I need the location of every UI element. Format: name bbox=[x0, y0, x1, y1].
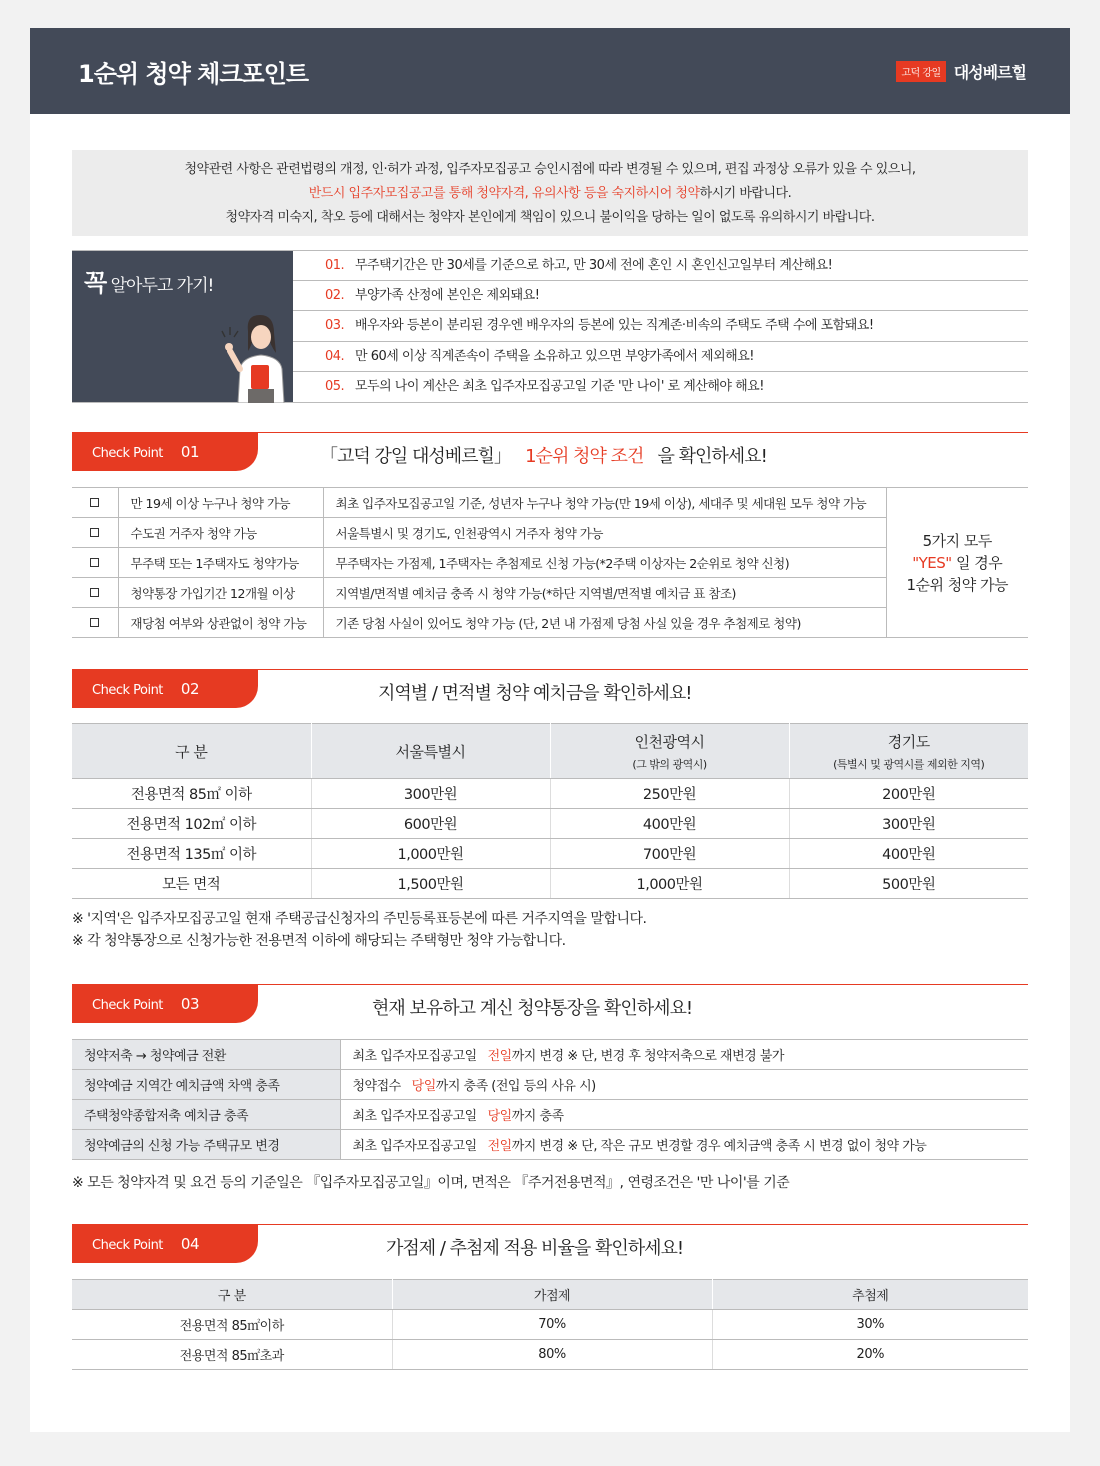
checkbox-icon bbox=[90, 528, 99, 537]
condition-desc: 무주택자는 가점제, 1주택자는 추첨제로 신청 가능(*2주택 이상자는 2순위로 청약 신청) bbox=[323, 548, 886, 578]
list-item: 03. 배우자와 등본이 분리된 경우엔 배우자의 등본에 있는 직계존·비속의 주택도 주택 수에 포함돼요! bbox=[293, 311, 1028, 341]
table-row: 모든 면적 1,500만원 1,000만원 500만원 bbox=[72, 869, 1028, 899]
condition-cell: 수도권 거주자 청약 가능 bbox=[118, 518, 323, 548]
checkpoint-01-header bbox=[72, 432, 1028, 472]
table-row: 전용면적 85㎡ 이하 300만원 250만원 200만원 bbox=[72, 779, 1028, 809]
condition-cell: 만 19세 이상 누구나 청약 가능 bbox=[118, 488, 323, 518]
column-header: 가점제 bbox=[392, 1280, 712, 1310]
checkbox-icon bbox=[90, 498, 99, 507]
notice-line-2: 반드시 입주자모집공고를 통해 청약자격, 유의사항 등을 숙지하시어 청약하시기 바랍니다. bbox=[308, 186, 792, 201]
page-title: 1순위 청약 체크포인트 bbox=[78, 60, 309, 88]
checkbox-icon bbox=[90, 588, 99, 597]
note-line: ※ '지역'은 입주자모집공고일 현재 주택공급신청자의 주민등록표등본에 따른 거주지역을 말합니다. bbox=[72, 911, 647, 927]
must-know-title: 꼭 알아두고 가기! bbox=[84, 269, 214, 297]
table-row: 전용면적 85㎡이하 70% 30% bbox=[72, 1310, 1028, 1340]
column-header: 경기도 (특별시 및 광역시를 제외한 지역) bbox=[789, 724, 1028, 779]
checkpoint-04-header bbox=[72, 1224, 1028, 1264]
table-row bbox=[72, 518, 1028, 548]
notice-line-1: 청약관련 사항은 관련법령의 개정, 인·허가 과정, 입주자모집공고 승인시점에 따라 변경될 수 있으며, 편집 과정상 오류가 있을 수 있으니, bbox=[184, 162, 916, 177]
condition-cell: 무주택 또는 1주택자도 청약가능 bbox=[118, 548, 323, 578]
list-item: 01. 무주택기간은 만 30세를 기준으로 하고, 만 30세 전에 혼인 시 혼인신고일부터 계산해요! bbox=[293, 251, 1028, 281]
checkpoint-heading: 지역별 / 면적별 청약 예치금을 확인하세요! bbox=[378, 683, 692, 704]
table-header-row bbox=[72, 1280, 1028, 1310]
header-bar bbox=[30, 28, 1070, 114]
brand bbox=[896, 60, 1026, 83]
must-know-list bbox=[293, 251, 1028, 402]
list-item: 04. 만 60세 이상 직계존속이 주택을 소유하고 있으면 부양가족에서 제외해요! bbox=[293, 342, 1028, 372]
deposit-notes bbox=[72, 908, 646, 952]
must-know-panel bbox=[72, 251, 293, 402]
note-line: ※ 각 청약통장으로 신청가능한 전용면적 이하에 해당되는 주택형만 청약 가능합니다. bbox=[72, 933, 566, 949]
column-header: 인천광역시 (그 밖의 광역시) bbox=[550, 724, 789, 779]
brand-name: 대성베르힐 bbox=[953, 63, 1026, 82]
table-row: 전용면적 135㎡ 이하 1,000만원 700만원 400만원 bbox=[72, 839, 1028, 869]
checkpoint-badge: Check Point 01 bbox=[72, 433, 258, 471]
column-header: 추첨제 bbox=[712, 1280, 1028, 1310]
condition-desc: 지역별/면적별 예치금 충족 시 청약 가능(*하단 지역별/면적별 예치금 표 참조) bbox=[323, 578, 886, 608]
table-row bbox=[72, 548, 1028, 578]
checkpoint-02-header bbox=[72, 669, 1028, 709]
table-row: 전용면적 85㎡초과 80% 20% bbox=[72, 1340, 1028, 1370]
condition-desc: 기존 당첨 사실이 있어도 청약 가능 (단, 2년 내 가점제 당첨 사실 있을 경우 추첨제로 청약) bbox=[323, 608, 886, 638]
checkpoint-badge: Check Point 03 bbox=[72, 985, 258, 1023]
checkbox-icon bbox=[90, 558, 99, 567]
table-row: 주택청약종합저축 예치금 충족 최초 입주자모집공고일 당일까지 충족 bbox=[72, 1100, 1028, 1130]
checkpoint-heading: 「고덕 강일 대성베르힐」 1순위 청약 조건 을 확인하세요! bbox=[320, 446, 767, 467]
table-row: 전용면적 102㎡ 이하 600만원 400만원 300만원 bbox=[72, 809, 1028, 839]
table-row: 청약예금의 신청 가능 주택규모 변경 최초 입주자모집공고일 전일까지 변경 ※ 단, 작은 규모 변경할 경우 예치금액 충족 시 변경 없이 청약 가능 bbox=[72, 1130, 1028, 1160]
condition-cell: 청약통장 가입기간 12개월 이상 bbox=[118, 578, 323, 608]
table-row bbox=[72, 488, 1028, 518]
brand-tag: 고덕 강일 bbox=[896, 61, 945, 82]
table-row: 청약저축 → 청약예금 전환 최초 입주자모집공고일 전일까지 변경 ※ 단, 변경 후 청약저축으로 재변경 불가 bbox=[72, 1040, 1028, 1070]
table-row: 청약예금 지역간 예치금액 차액 충족 청약접수 당일까지 충족 (전입 등의 사유 시) bbox=[72, 1070, 1028, 1100]
page bbox=[30, 28, 1070, 1432]
conditions-table bbox=[72, 487, 1028, 638]
checkpoint-03-header bbox=[72, 984, 1028, 1024]
checkbox-icon bbox=[90, 618, 99, 627]
column-header: 서울특별시 bbox=[311, 724, 550, 779]
checkpoint-heading: 가점제 / 추첨제 적용 비율을 확인하세요! bbox=[386, 1238, 684, 1259]
checkpoint-badge: Check Point 02 bbox=[72, 670, 258, 708]
list-item: 02. 부양가족 산정에 본인은 제외돼요! bbox=[293, 281, 1028, 311]
column-header: 구 분 bbox=[72, 724, 311, 779]
list-item: 05. 모두의 나이 계산은 최초 입주자모집공고일 기준 '만 나이' 로 계산해야 해요! bbox=[325, 378, 764, 394]
column-header: 구 분 bbox=[72, 1280, 392, 1310]
checkpoint-badge: Check Point 04 bbox=[72, 1225, 258, 1263]
condition-cell: 재당첨 여부와 상관없이 청약 가능 bbox=[118, 608, 323, 638]
account-note: ※ 모든 청약자격 및 요건 등의 기준일은 『입주자모집공고일』이며, 면적은 『주거전용면적』, 연령조건은 '만 나이'를 기준 bbox=[72, 1175, 790, 1191]
table-row bbox=[72, 608, 1028, 638]
woman-pointing-icon bbox=[218, 309, 294, 403]
must-know-section bbox=[72, 250, 1028, 403]
condition-desc: 서울특별시 및 경기도, 인천광역시 거주자 청약 가능 bbox=[323, 518, 886, 548]
table-row bbox=[72, 578, 1028, 608]
checkpoint-heading: 현재 보유하고 계신 청약통장을 확인하세요! bbox=[372, 998, 693, 1019]
deposit-table bbox=[72, 723, 1028, 899]
account-table bbox=[72, 1039, 1028, 1160]
condition-summary: 5가지 모두 "YES" 일 경우 1순위 청약 가능 bbox=[886, 488, 1028, 638]
notice-line-3: 청약자격 미숙지, 착오 등에 대해서는 청약자 본인에게 책임이 있으니 불이익을 당하는 일이 없도록 유의하시기 바랍니다. bbox=[225, 210, 875, 225]
table-header-row bbox=[72, 724, 1028, 779]
condition-desc: 최초 입주자모집공고일 기준, 성년자 누구나 청약 가능(만 19세 이상), 세대주 및 세대원 모두 청약 가능 bbox=[323, 488, 886, 518]
notice-box bbox=[72, 150, 1028, 236]
ratio-table bbox=[72, 1279, 1028, 1370]
